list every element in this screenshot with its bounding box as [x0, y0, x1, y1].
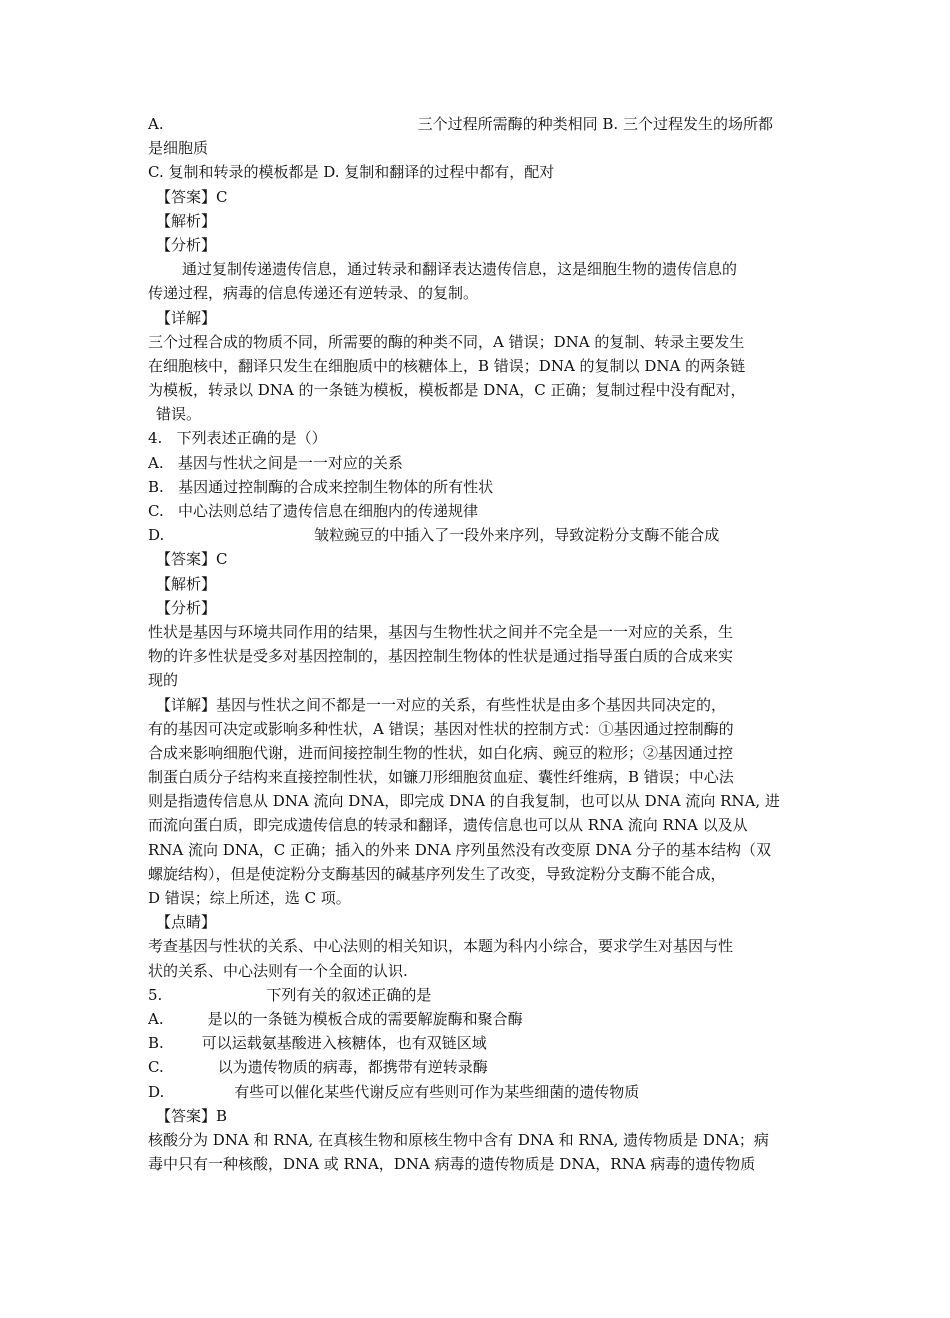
q5-stem: [148, 983, 808, 1007]
q3-option-b-continued: 是细胞质: [148, 139, 209, 158]
q5-option-a: [148, 1007, 808, 1031]
q4-analysis-heading: 【解析】: [156, 574, 217, 593]
q4-option-a: A. 基因与性状之间是一一对应的关系: [148, 453, 403, 472]
q4-fenxi-heading: 【分析】: [156, 598, 217, 617]
q3-detail-text-3: 为模板，转录以 DNA 的一条链为模板，模板都是 DNA，C 正确；复制过程中没有配对，: [148, 381, 746, 400]
q3-fenxi-text-2: 传递过程，病毒的信息传递还有逆转录、的复制。: [148, 284, 479, 303]
q3-detail-text-4: 错误。: [156, 405, 202, 424]
q3-analysis-heading: 【解析】: [156, 211, 217, 230]
q4-detail-text-5: 则是指遗传信息从 DNA 流向 DNA，即完成 DNA 的自我复制，也可以从 DNA 流向 RNA, 进: [148, 792, 780, 811]
q4-dianjing-text-1: 考查基因与性状的关系、中心法则的相关知识，本题为科内小综合，要求学生对基因与性: [148, 937, 734, 956]
q3-detail-text-1: 三个过程合成的物质不同，所需要的酶的种类不同，A 错误；DNA 的复制、转录主要发生: [148, 332, 745, 351]
q3-option-c-d: C. 复制和转录的模板都是 D. 复制和翻译的过程中都有，配对: [148, 163, 555, 182]
q5-stem-text: 下列有关的叙述正确的是: [266, 985, 432, 1004]
q5-text-2: 毒中只有一种核酸，DNA 或 RNA，DNA 病毒的遗传物质是 DNA，RNA 病毒的遗传物质: [148, 1155, 756, 1174]
q4-option-b: B. 基因通过控制酶的合成来控制生物体的所有性状: [148, 477, 494, 496]
q5-option-d-text: 有些可以催化某些代谢反应有些则可作为某些细菌的遗传物质: [234, 1082, 640, 1101]
q5-option-b-label: B.: [148, 1034, 164, 1053]
q5-option-d-label: D.: [148, 1082, 165, 1101]
q3-detail-heading: 【详解】: [156, 308, 217, 327]
q4-fenxi-text-2: 物的许多性状是受多对基因控制的，基因控制生物体的性状是通过指导蛋白质的合成来实: [148, 647, 734, 666]
q3-fenxi-text-1: 通过复制传递遗传信息，通过转录和翻译表达遗传信息，这是细胞生物的遗传信息的: [182, 260, 738, 279]
document-page: [148, 112, 808, 1176]
q3-fenxi-heading: 【分析】: [156, 235, 217, 254]
q5-option-c-text: 以为遗传物质的病毒，都携带有逆转录酶: [217, 1058, 488, 1077]
q5-answer: 【答案】B: [156, 1106, 228, 1125]
q4-option-d-text: 皱粒豌豆的中插入了一段外来序列，导致淀粉分支酶不能合成: [314, 526, 720, 545]
q5-option-a-text: 是以的一条链为模板合成的需要解旋酶和聚合酶: [207, 1009, 523, 1028]
q4-detail-text-8: 螺旋结构），但是使淀粉分支酶基因的碱基序列发生了改变，导致淀粉分支酶不能合成，: [148, 864, 726, 883]
q4-detail-text-4: 制蛋白质分子结构来直接控制性状，如镰刀形细胞贫血症、囊性纤维病，B 错误；中心法: [148, 768, 734, 787]
q4-option-d-label: D.: [148, 526, 165, 545]
q4-stem: 4. 下列表述正确的是（）: [148, 429, 327, 448]
q4-fenxi-text-1: 性状是基因与环境共同作用的结果，基因与生物性状之间并不完全是一一对应的关系，生: [148, 622, 734, 641]
q5-option-c: [148, 1055, 808, 1079]
q4-fenxi-text-3: 现的: [148, 671, 179, 690]
q4-detail-text-6: 而流向蛋白质，即完成遗传信息的转录和翻译，遗传信息也可以从 RNA 流向 RNA 以及从: [148, 816, 748, 835]
q4-detail-text-2: 有的基因可决定或影响多种性状，A 错误；基因对性状的控制方式：①基因通过控制酶的: [148, 719, 734, 738]
q4-dianjing-heading: 【点睛】: [156, 913, 217, 932]
q4-answer: 【答案】C: [156, 550, 228, 569]
q3-option-a-label: A.: [148, 115, 164, 133]
q5-option-a-label: A.: [148, 1009, 164, 1028]
q4-detail-text-9: D 错误；综上所述，选 C 项。: [148, 889, 351, 907]
q4-detail-text-3: 合成来影响细胞代谢，进而间接控制生物的性状，如白化病、豌豆的粒形；②基因通过控: [148, 743, 734, 762]
q4-option-d: [148, 523, 808, 547]
q5-text-1: 核酸分为 DNA 和 RNA, 在真核生物和原核生物中含有 DNA 和 RNA, 遗传物质是 DNA；病: [148, 1130, 769, 1149]
q3-answer: 【答案】C: [156, 187, 228, 206]
q3-option-a-b-text: 三个过程所需酶的种类相同 B. 三个过程发生的场所都: [417, 115, 773, 133]
q3-option-a-b: [148, 112, 808, 136]
q5-option-d: [148, 1080, 808, 1104]
q4-detail-text-1: 【详解】基因与性状之间不都是一一对应的关系，有些性状是由多个基因共同决定的，: [156, 695, 727, 714]
q5-option-b-text: 可以运载氨基酸进入核糖体，也有双链区域: [201, 1034, 487, 1053]
q3-detail-text-2: 在细胞核中，翻译只发生在细胞质中的核糖体上，B 错误；DNA 的复制以 DNA 的两条链: [148, 356, 746, 375]
q4-option-c: C. 中心法则总结了遗传信息在细胞内的传递规律: [148, 502, 479, 520]
q5-stem-label: 5.: [148, 985, 163, 1004]
q4-dianjing-text-2: 状的关系、中心法则有一个全面的认识.: [148, 961, 408, 980]
q5-option-b: [148, 1031, 808, 1055]
q4-detail-text-7: RNA 流向 DNA，C 正确；插入的外来 DNA 序列虽然没有改变原 DNA 分子的基本结构（双: [148, 840, 772, 859]
q5-option-c-label: C.: [148, 1058, 164, 1077]
